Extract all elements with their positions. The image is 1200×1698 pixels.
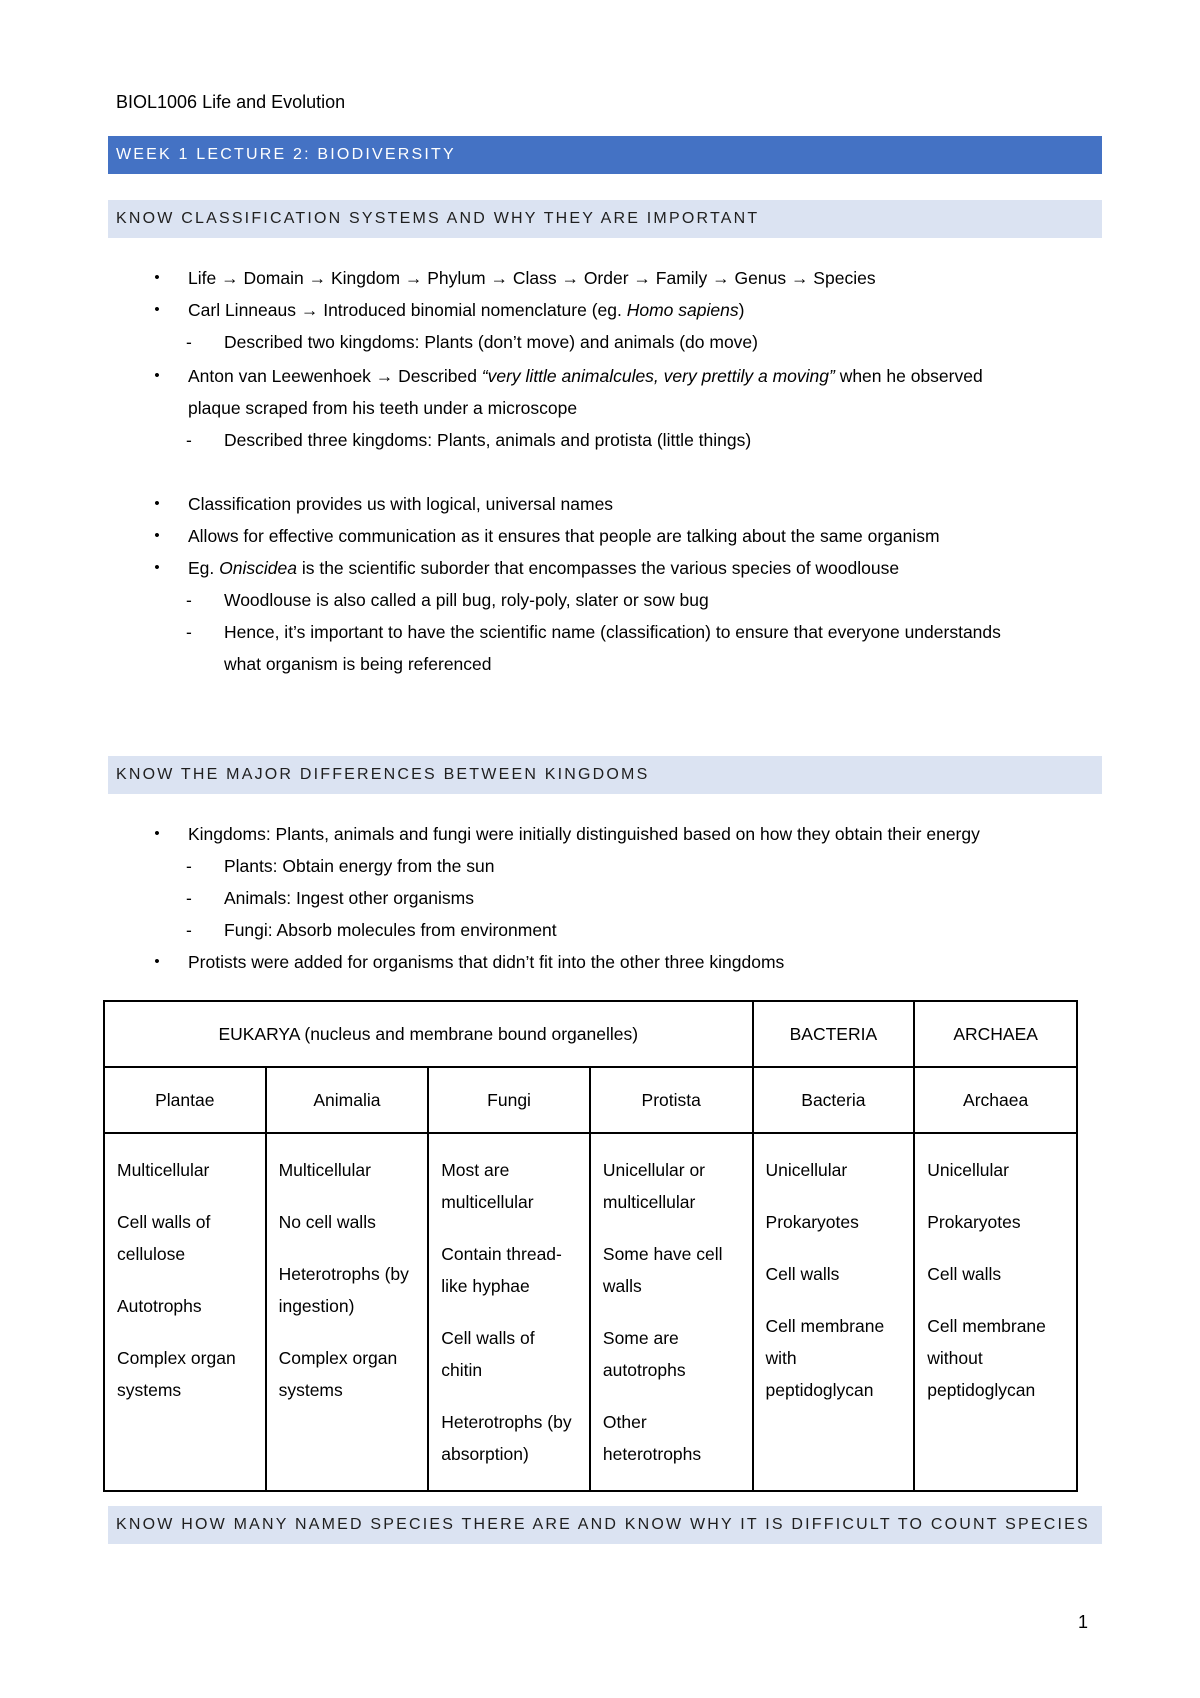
bullet: • [154, 367, 160, 384]
section-heading-text: KNOW HOW MANY NAMED SPECIES THERE ARE AND KNOW WHY IT IS DIFFICULT TO COUNT SPECIES [116, 1516, 1090, 1533]
domain-header-row [104, 1001, 1077, 1067]
trait: Complex organ systems [278, 1348, 398, 1400]
dash: - [186, 856, 192, 876]
kingdom-fungi-header: Fungi [428, 1067, 590, 1133]
bullet: • [154, 825, 160, 842]
kingdom-animalia-header: Animalia [266, 1067, 429, 1133]
bullet: • [154, 301, 160, 318]
page-number: 1 [1078, 1612, 1089, 1632]
dash: - [186, 430, 192, 450]
trait: Unicellular or multicellular [602, 1160, 706, 1212]
bullet: • [154, 527, 160, 544]
trait: Unicellular [927, 1160, 1009, 1180]
dash: - [186, 888, 192, 908]
domain-archaea-header: ARCHAEA [914, 1001, 1077, 1067]
trait: Prokaryotes [927, 1212, 1021, 1232]
trait: Cell walls [927, 1264, 1002, 1284]
archaea-traits [914, 1133, 1077, 1491]
kingdom-bacteria-header: Bacteria [753, 1067, 915, 1133]
kingdom-plantae-header: Plantae [104, 1067, 266, 1133]
trait: Most are multicellular [441, 1160, 534, 1212]
trait: Cell walls of chitin [441, 1328, 535, 1380]
dash: - [186, 920, 192, 940]
sub-list-item-continued: what organism is being referenced [224, 654, 492, 674]
list-item: Kingdoms: Plants, animals and fungi were initially distinguished based on how they obtain their energy [188, 824, 980, 844]
section-heading-species-count [108, 1506, 1102, 1544]
sub-list-item: Plants: Obtain energy from the sun [224, 856, 495, 876]
list-item: Carl Linneaus → Introduced binomial nomenclature (eg. Homo sapiens) [188, 300, 745, 320]
plantae-traits [104, 1133, 266, 1491]
section-heading-kingdoms [108, 756, 1102, 794]
fungi-traits [428, 1133, 590, 1491]
list-item: Classification provides us with logical, universal names [188, 494, 614, 514]
kingdom-archaea-header: Archaea [914, 1067, 1077, 1133]
bullet: • [154, 495, 160, 512]
bullet: • [154, 269, 160, 286]
trait: Contain thread-like hyphae [441, 1244, 562, 1296]
trait: Cell walls of cellulose [117, 1212, 211, 1264]
kingdom-header-row [104, 1067, 1077, 1133]
trait: Other heterotrophs [602, 1412, 702, 1464]
dash: - [186, 332, 192, 352]
bacteria-traits [753, 1133, 915, 1491]
kingdoms-table [103, 1000, 1078, 1492]
section-heading-text: KNOW THE MAJOR DIFFERENCES BETWEEN KINGDOMS [116, 766, 650, 783]
trait: Some are autotrophs [602, 1328, 686, 1380]
dash: - [186, 590, 192, 610]
sub-list-item: Described three kingdoms: Plants, animals and protista (little things) [224, 430, 752, 450]
sub-list-item: Animals: Ingest other organisms [224, 888, 474, 908]
trait: Heterotrophs (by ingestion) [278, 1264, 409, 1316]
trait: Cell walls [765, 1264, 840, 1284]
bullet: • [154, 559, 160, 576]
domain-bacteria-header: BACTERIA [753, 1001, 915, 1067]
trait: Some have cell walls [602, 1244, 723, 1296]
trait: Prokaryotes [765, 1212, 859, 1232]
trait: Multicellular [117, 1160, 210, 1180]
trait: Heterotrophs (by absorption) [441, 1412, 572, 1464]
sub-list-item: Woodlouse is also called a pill bug, roly-poly, slater or sow bug [224, 590, 709, 610]
list-item: Protists were added for organisms that didn’t fit into the other three kingdoms [188, 952, 785, 972]
trait: No cell walls [278, 1212, 376, 1232]
course-header: BIOL1006 Life and Evolution [116, 92, 346, 112]
list-item: Allows for effective communication as it ensures that people are talking about the same organism [188, 526, 940, 546]
sub-list-item: Described two kingdoms: Plants (don’t move) and animals (do move) [224, 332, 758, 352]
protista-traits [590, 1133, 753, 1491]
trait: Cell membrane with peptidoglycan [765, 1316, 885, 1400]
list-item: Life → Domain → Kingdom → Phylum → Class → Order → Family → Genus → Species [188, 268, 876, 288]
sub-list-item: Hence, it’s important to have the scientific name (classification) to ensure that everyone understands [224, 622, 1001, 642]
bullet: • [154, 953, 160, 970]
domain-eukarya-header: EUKARYA (nucleus and membrane bound organelles) [104, 1001, 753, 1067]
kingdom-traits-row [104, 1133, 1077, 1491]
trait: Autotrophs [117, 1296, 202, 1316]
section-heading-text: KNOW CLASSIFICATION SYSTEMS AND WHY THEY ARE IMPORTANT [116, 210, 760, 227]
trait: Unicellular [765, 1160, 848, 1180]
trait: Complex organ systems [117, 1348, 236, 1400]
list-item: Anton van Leewenhoek → Described “very little animalcules, very prettily a moving” when he observed [188, 366, 983, 386]
section-heading-classification [108, 200, 1102, 238]
list-item-continued: plaque scraped from his teeth under a microscope [188, 398, 578, 418]
kingdom-protista-header: Protista [590, 1067, 753, 1133]
list-item: Eg. Oniscidea is the scientific suborder that encompasses the various species of woodlouse [188, 558, 900, 578]
trait: Multicellular [278, 1160, 371, 1180]
dash: - [186, 622, 192, 642]
lecture-title-bar [108, 136, 1102, 174]
lecture-title: WEEK 1 LECTURE 2: BIODIVERSITY [116, 146, 456, 163]
sub-list-item: Fungi: Absorb molecules from environment [224, 920, 557, 940]
trait: Cell membrane without peptidoglycan [927, 1316, 1046, 1400]
animalia-traits [266, 1133, 429, 1491]
